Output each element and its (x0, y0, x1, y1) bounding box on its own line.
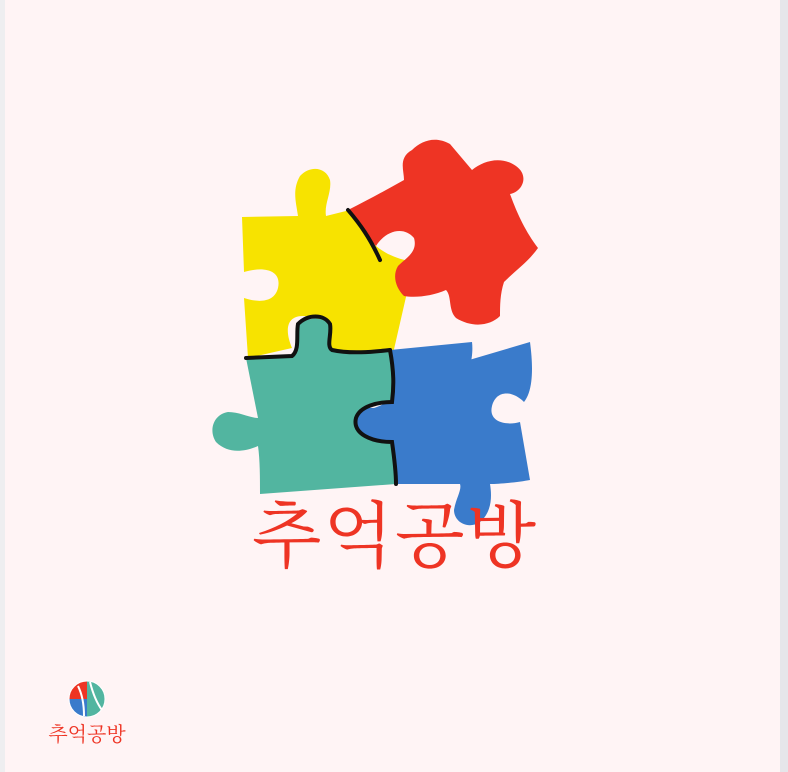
beach-ball-icon (68, 680, 106, 718)
logo-title: 추억공방 (251, 494, 539, 578)
small-logo (45, 678, 125, 758)
logo-canvas (5, 0, 780, 772)
puzzle-logo (200, 120, 550, 530)
window-edge (780, 0, 788, 772)
small-logo-title: 추억공방 (48, 722, 126, 746)
